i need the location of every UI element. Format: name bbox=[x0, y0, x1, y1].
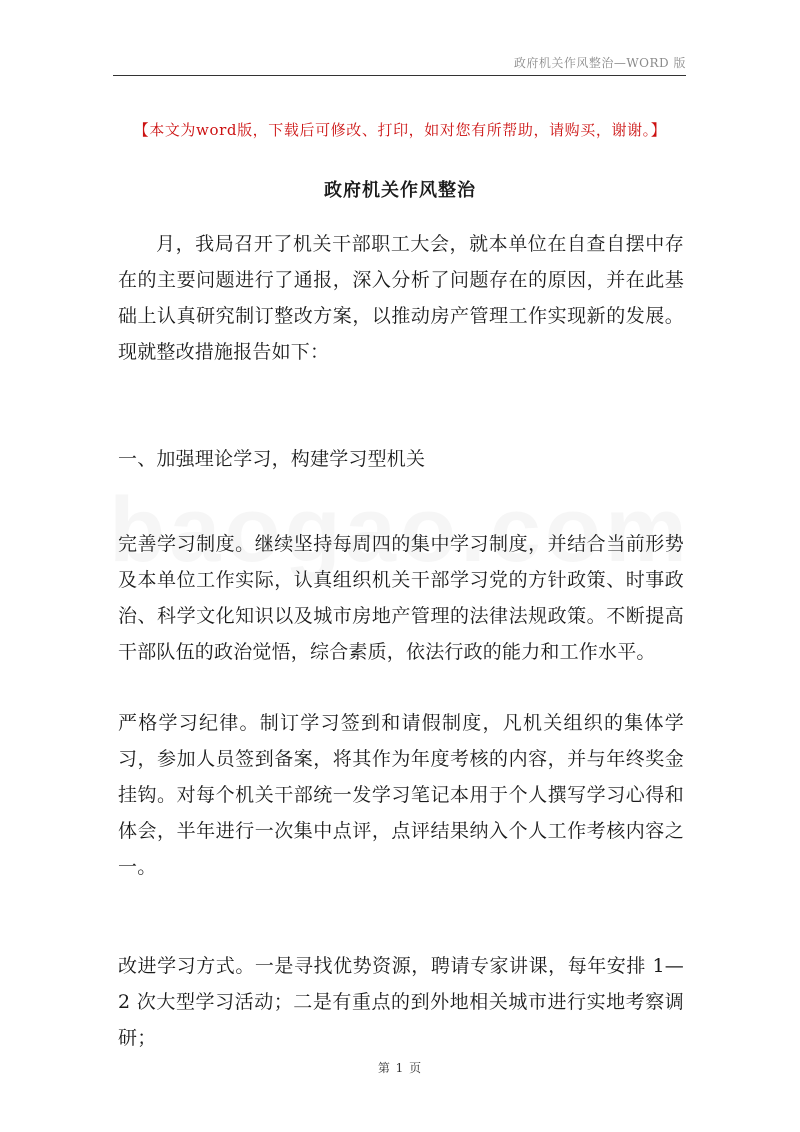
document-title: 政府机关作风整治 bbox=[324, 180, 476, 201]
study-method-paragraph: 改进学习方式。一是寻找优势资源，聘请专家讲课，每年安排 1—2 次大型学习活动；二是有重点的到外地相关城市进行实地考察调研； bbox=[118, 955, 684, 1049]
intro-paragraph: 月，我局召开了机关干部职工大会，就本单位在自查自摆中存在的主要问题进行了通报，深入分析了问题存在的原因，并在此基础上认真研究制订整改方案，以推动房产管理工作实现新的发展。现就整改措施报告如下： bbox=[118, 233, 684, 363]
study-system-paragraph: 完善学习制度。继续坚持每周四的集中学习制度，并结合当前形势及本单位工作实际，认真组织机关干部学习党的方针政策、时事政治、科学文化知识以及城市房地产管理的法律法规政策。不断提高干部队伍的政治觉悟，综合素质，依法行政的能力和工作水平。 bbox=[118, 533, 684, 663]
page-number: 第 1 页 bbox=[377, 1061, 423, 1075]
header-divider bbox=[113, 75, 686, 76]
running-header: 政府机关作风整治—WORD 版 bbox=[513, 56, 686, 70]
purchase-notice: 【本文为word版，下载后可修改、打印，如对您有所帮助，请购买，谢谢。】 bbox=[133, 121, 667, 139]
study-discipline-paragraph: 严格学习纪律。制订学习签到和请假制度，凡机关组织的集体学习，参加人员签到备案，将其作为年度考核的内容，并与年终奖金挂钩。对每个机关干部统一发学习笔记本用于个人撰写学习心得和体会，半年进行一次集中点评，点评结果纳入个人工作考核内容之一。 bbox=[118, 712, 684, 878]
section-heading: 一、加强理论学习，构建学习型机关 bbox=[118, 448, 426, 470]
